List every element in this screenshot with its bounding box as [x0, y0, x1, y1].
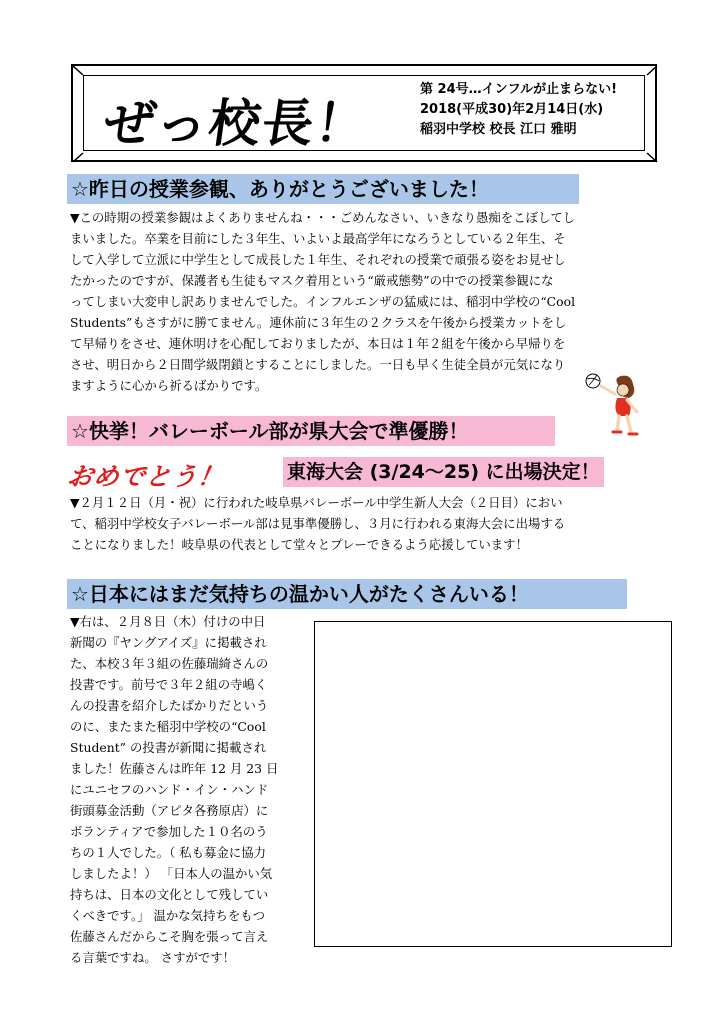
section3-line: のに、またまた稲羽中学校の“Cool [70, 719, 266, 734]
section2-body [70, 492, 660, 555]
newsletter-title: ぜっ校長！ [100, 95, 373, 154]
section3-line: ボランティアで参加した１０名のう [70, 824, 268, 839]
section1-body [70, 207, 660, 396]
section3-line: 街頭募金活動（アピタ各務原店）に [70, 803, 269, 818]
section3-line: 投書です。前号で３年２組の寺嶋く [70, 677, 268, 692]
section1-heading: ☆昨日の授業参観、ありがとうございました！ [67, 174, 579, 204]
section1-line: ▼この時期の授業参観はよくありませんね・・・ごめんなさい、いきなり愚痴をこぼしてし [70, 210, 576, 225]
section3-line: Student” の投書が新聞に掲載され [70, 740, 267, 755]
issue-author: 稲羽中学校 校長 江口 雅明 [420, 122, 577, 137]
section3-body [70, 611, 310, 968]
section1-line: Students”もさすがに勝てません。連休前に３年生の２クラスを午後から授業カットをし [70, 315, 567, 330]
issue-date: 2018(平成30)年2月14日(水) [420, 102, 604, 117]
section1-line: て早帰りをさせ、連休明けを心配しておりましたが、本日は１年２組を午後から早帰りを [70, 336, 566, 351]
section3-line: た、本校３年３組の佐藤瑞綺さんの [70, 656, 269, 671]
section3-line: んの投書を紹介したばかりだという [70, 698, 269, 713]
section3-line: にユニセフのハンド・イン・ハンド [70, 782, 269, 797]
section1-line: ってしまい大変申し訳ありませんでした。インフルエンザの猛威には、稲羽中学校の“Cool [70, 294, 576, 309]
section3-line: ちの１人でした。（ 私も募金に協力 [70, 845, 266, 860]
section2-line: ことになりました！岐阜県の代表として堂々とプレーできるよう応援しています！ [70, 537, 528, 552]
section1-line: まいました。卒業を目前にした３年生、いよいよ最高学年になろうとしている２年生、そ [70, 231, 566, 246]
section3-heading: ☆日本にはまだ気持ちの温かい人がたくさんいる！ [67, 579, 627, 609]
newspaper-clipping-placeholder [314, 621, 672, 947]
section1-line: して入学して立派に中学生として成長した１年生、それぞれの授業で頑張る姿をお見せし [70, 252, 566, 267]
section3-line: 持ちは、日本の文化として残してい [70, 887, 269, 902]
tokai-tournament-banner: 東海大会 (3/24〜25) に出場決定！ [283, 457, 604, 487]
issue-info [420, 80, 617, 140]
section3-line: くべきです。」 温かな気持ちをもつ [70, 908, 265, 923]
section3-line: しましたよ！） 「日本人の温かい気 [70, 866, 273, 881]
section1-line: たかったのですが、保護者も生徒もマスク着用という“厳戒態勢”の中での授業参観にな [70, 273, 554, 288]
section2-line: て、稲羽中学校女子バレーボール部は見事準優勝し、３月に行われる東海大会に出場する [70, 516, 566, 531]
volleyball-player-illustration [583, 372, 643, 444]
section3-line: 佐藤さんだからこそ胸を張って言え [70, 929, 269, 944]
section1-line: ますように心から祈るばかりです。 [70, 378, 268, 393]
section1-line: させ、明日から２日間学級閉鎖とすることにしました。一日も早く生徒全員が元気になり [70, 357, 566, 372]
section3-line: ▼右は、２月８日（木）付けの中日 [70, 614, 266, 629]
section3-line: る言葉ですね。 さすがです！ [70, 950, 236, 965]
section2-heading: ☆快挙！バレーボール部が県大会で準優勝！ [67, 416, 555, 446]
section2-line: ▼２月１２日（月・祝）に行われた岐阜県バレーボール中学生新人大会（２日目）におい [70, 495, 563, 510]
issue-number: 第 24号…インフルが止まらない! [420, 82, 618, 97]
section3-line: ました！佐藤さんは昨年 12 月 23 日 [70, 761, 279, 776]
congratulations-text: おめでとう！ [65, 462, 227, 491]
section3-line: 新聞の『ヤングアイズ』に掲載され [70, 635, 267, 650]
